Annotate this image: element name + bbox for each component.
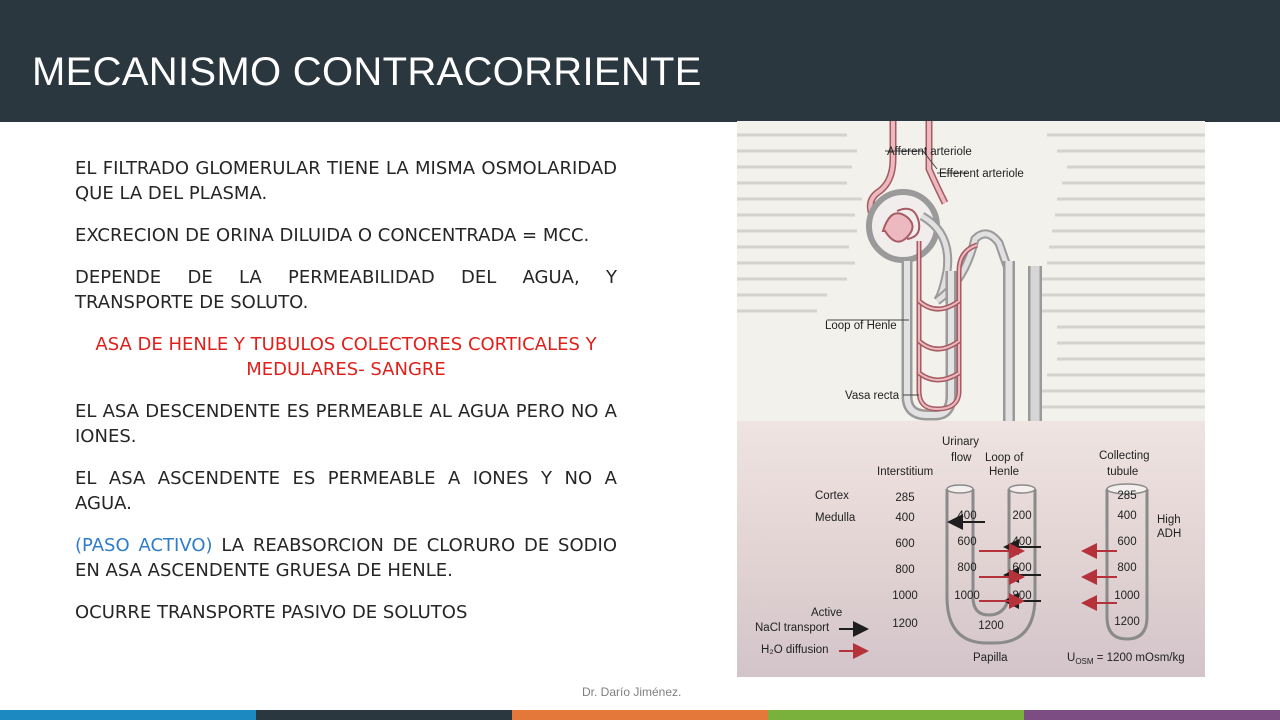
uosm-subscript: OSM [1075, 657, 1094, 666]
legend-h2o-diffusion: H₂O diffusion [761, 644, 829, 656]
label-vasa-recta: Vasa recta [845, 390, 900, 402]
paragraph-1: EL FILTRADO GLOMERULAR TIENE LA MISMA OSMOLARIDAD QUE LA DEL PLASMA. [75, 158, 617, 204]
label-loop-of: Loop of [985, 452, 1024, 464]
footer-segment-green [768, 710, 1024, 720]
descending-value: 400 [957, 510, 977, 522]
label-interstitium: Interstitium [877, 466, 934, 478]
uosm-value: = 1200 mOsm/kg [1093, 652, 1185, 664]
paragraph-2: EXCRECION DE ORINA DILUIDA O CONCENTRADA = MCC. [75, 225, 590, 246]
label-tubule: tubule [1107, 466, 1139, 478]
paragraph-4-highlight: ASA DE HENLE Y TUBULOS COLECTORES CORTICALES Y MEDULARES- SANGRE [95, 334, 597, 380]
collecting-value: 800 [1117, 562, 1137, 574]
label-afferent-arteriole: Afferent arteriole [887, 146, 972, 158]
label-collecting: Collecting [1099, 450, 1150, 462]
paragraph-7-text: LA REABSORCION DE CLORURO DE SODIO EN ASA ASCENDENTE GRUESA DE HENLE. [75, 535, 617, 581]
footer-segment-orange [512, 710, 768, 720]
collecting-value: 1200 [1114, 616, 1140, 628]
label-cortex: Cortex [815, 490, 849, 502]
label-flow: flow [951, 452, 972, 464]
label-papilla: Papilla [973, 652, 1008, 664]
active-step-label: (PASO ACTIVO) [75, 535, 213, 556]
interstitium-value: 1000 [892, 590, 918, 602]
descending-value: 1000 [954, 590, 980, 602]
countercurrent-figure [737, 121, 1205, 677]
paragraph-7 [75, 533, 617, 583]
uosm-symbol: U [1067, 652, 1076, 664]
interstitium-value: 285 [895, 492, 915, 504]
legend-active: Active [811, 607, 843, 619]
slide-body [75, 156, 617, 642]
collecting-value: 285 [1117, 490, 1137, 502]
interstitium-value: 400 [895, 512, 915, 524]
ascending-value: 200 [1012, 510, 1032, 522]
descending-value: 600 [957, 536, 977, 548]
label-urinary: Urinary [942, 436, 980, 448]
paragraph-5: EL ASA DESCENDENTE ES PERMEABLE AL AGUA PERO NO A IONES. [75, 401, 617, 447]
author-credit: Dr. Darío Jiménez. [582, 685, 682, 699]
interstitium-value: 1200 [892, 618, 918, 630]
label-efferent-arteriole: Efferent arteriole [939, 168, 1024, 180]
footer-segment-purple [1024, 710, 1280, 720]
collecting-value: 600 [1117, 536, 1137, 548]
slide-title: MECANISMO CONTRACORRIENTE [32, 50, 702, 94]
label-henle: Henle [989, 466, 1020, 478]
paragraph-3: DEPENDE DE LA PERMEABILIDAD DEL AGUA, Y TRANSPORTE DE SOLUTO. [75, 267, 617, 313]
paragraph-6: EL ASA ASCENDENTE ES PERMEABLE A IONES Y NO A AGUA. [75, 468, 617, 514]
interstitium-value: 800 [895, 564, 915, 576]
collecting-value: 1000 [1114, 590, 1140, 602]
title-bar [0, 0, 1280, 122]
label-medulla: Medulla [815, 512, 856, 524]
loop-bottom-value: 1200 [978, 620, 1004, 632]
label-high: High [1157, 514, 1181, 526]
collecting-value: 400 [1117, 510, 1137, 522]
paragraph-8: OCURRE TRANSPORTE PASIVO DE SOLUTOS [75, 602, 468, 623]
ascending-value: 600 [1012, 562, 1032, 574]
footer-segment-blue [0, 710, 256, 720]
ascending-value: 800 [1012, 590, 1032, 602]
legend-nacl-transport: NaCl transport [755, 622, 830, 634]
ascending-value: 400 [1012, 536, 1032, 548]
interstitium-value: 600 [895, 538, 915, 550]
label-adh: ADH [1157, 528, 1182, 540]
label-loop-of-henle: Loop of Henle [825, 320, 897, 332]
footer-segment-slate [256, 710, 512, 720]
footer-color-bar [0, 710, 1280, 720]
descending-value: 800 [957, 562, 977, 574]
